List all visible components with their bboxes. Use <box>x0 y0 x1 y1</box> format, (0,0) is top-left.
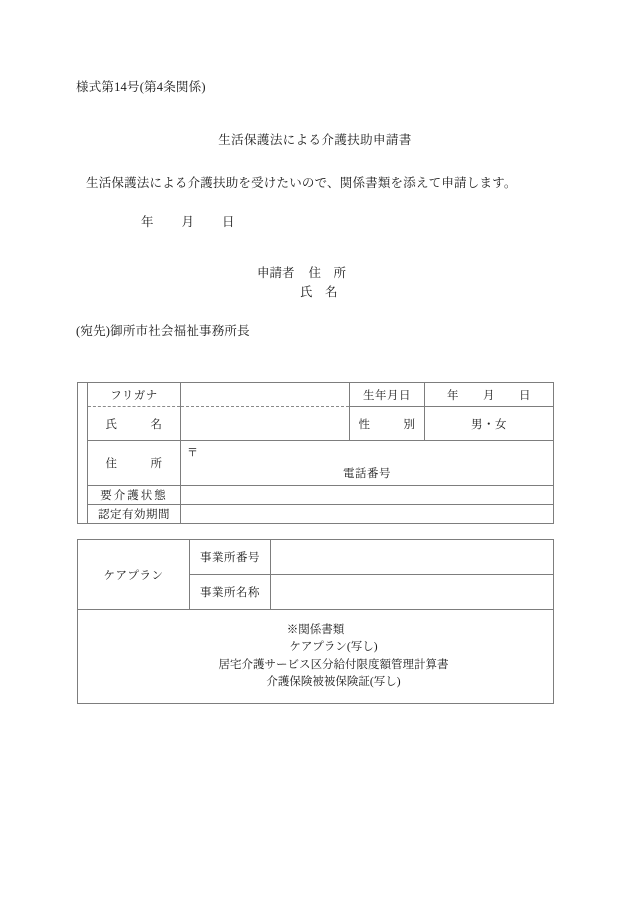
birthdate-label-cell: 生年月日 <box>350 383 425 407</box>
addressee-line: (宛先)御所市社会福祉事務所長 <box>76 324 250 338</box>
table-row <box>78 486 554 505</box>
office-name-input-cell[interactable] <box>271 575 554 610</box>
certification-period-label-cell: 認定有効期間 <box>88 505 181 524</box>
list-item: ケアプラン(写し) <box>289 641 378 653</box>
furigana-input-cell[interactable] <box>181 383 350 407</box>
date-line <box>141 212 235 230</box>
gender-value-cell[interactable]: 男・女 <box>425 407 554 441</box>
careplan-section-label-cell: ケアプラン <box>78 540 190 610</box>
name-label-cell: 氏 名 <box>88 407 181 441</box>
postal-code-icon: 〒 <box>187 447 198 459</box>
address-input-cell[interactable] <box>181 441 554 486</box>
applicant-info-table <box>77 382 554 524</box>
table-row <box>78 505 554 524</box>
office-name-label-cell: 事業所名称 <box>190 575 271 610</box>
gender-label-cell: 性 別 <box>350 407 425 441</box>
attachments-heading: ※関係書類 <box>286 623 345 636</box>
applicant-address-row <box>257 264 346 283</box>
applicant-address-label: 住 所 <box>308 266 347 280</box>
name-input-cell[interactable] <box>181 407 350 441</box>
care-level-input-cell[interactable] <box>181 486 554 505</box>
date-day-label: 日 <box>222 215 235 229</box>
office-number-label-cell: 事業所番号 <box>190 540 271 575</box>
applicant-prefix-label: 申請者 <box>257 266 295 280</box>
table-row <box>78 610 554 704</box>
applicant-name-label: 氏 名 <box>300 285 338 299</box>
office-number-input-cell[interactable] <box>271 540 554 575</box>
list-item: 居宅介護サービス区分給付限度額管理計算書 <box>218 658 449 671</box>
certification-period-input-cell[interactable] <box>181 505 554 524</box>
table-row <box>78 383 554 407</box>
table-row <box>78 407 554 441</box>
address-label-cell: 住 所 <box>88 441 181 486</box>
form-number: 様式第14号(第4条関係) <box>76 80 206 94</box>
applicant-name-row <box>257 283 346 302</box>
attachments-cell <box>78 610 554 704</box>
date-year-label: 年 <box>141 215 154 229</box>
furigana-label-cell: フリガナ <box>88 383 181 407</box>
intro-paragraph: 生活保護法による介護扶助を受けたいので、関係書類を添えて申請します。 <box>86 176 517 190</box>
careplan-table <box>77 539 554 704</box>
birthdate-value-cell[interactable]: 年 月 日 <box>425 383 554 407</box>
date-month-label: 月 <box>181 215 195 229</box>
left-spacer-column <box>78 383 88 524</box>
applicant-block <box>257 264 346 302</box>
table-row <box>78 540 554 575</box>
table-row <box>78 441 554 486</box>
list-item: 介護保険被被保険証(写し) <box>266 676 401 688</box>
phone-number-label: 電話番号 <box>343 468 391 480</box>
care-level-label-cell: 要介護状態 <box>88 486 181 505</box>
page-title: 生活保護法による介護扶助申請書 <box>218 133 412 147</box>
